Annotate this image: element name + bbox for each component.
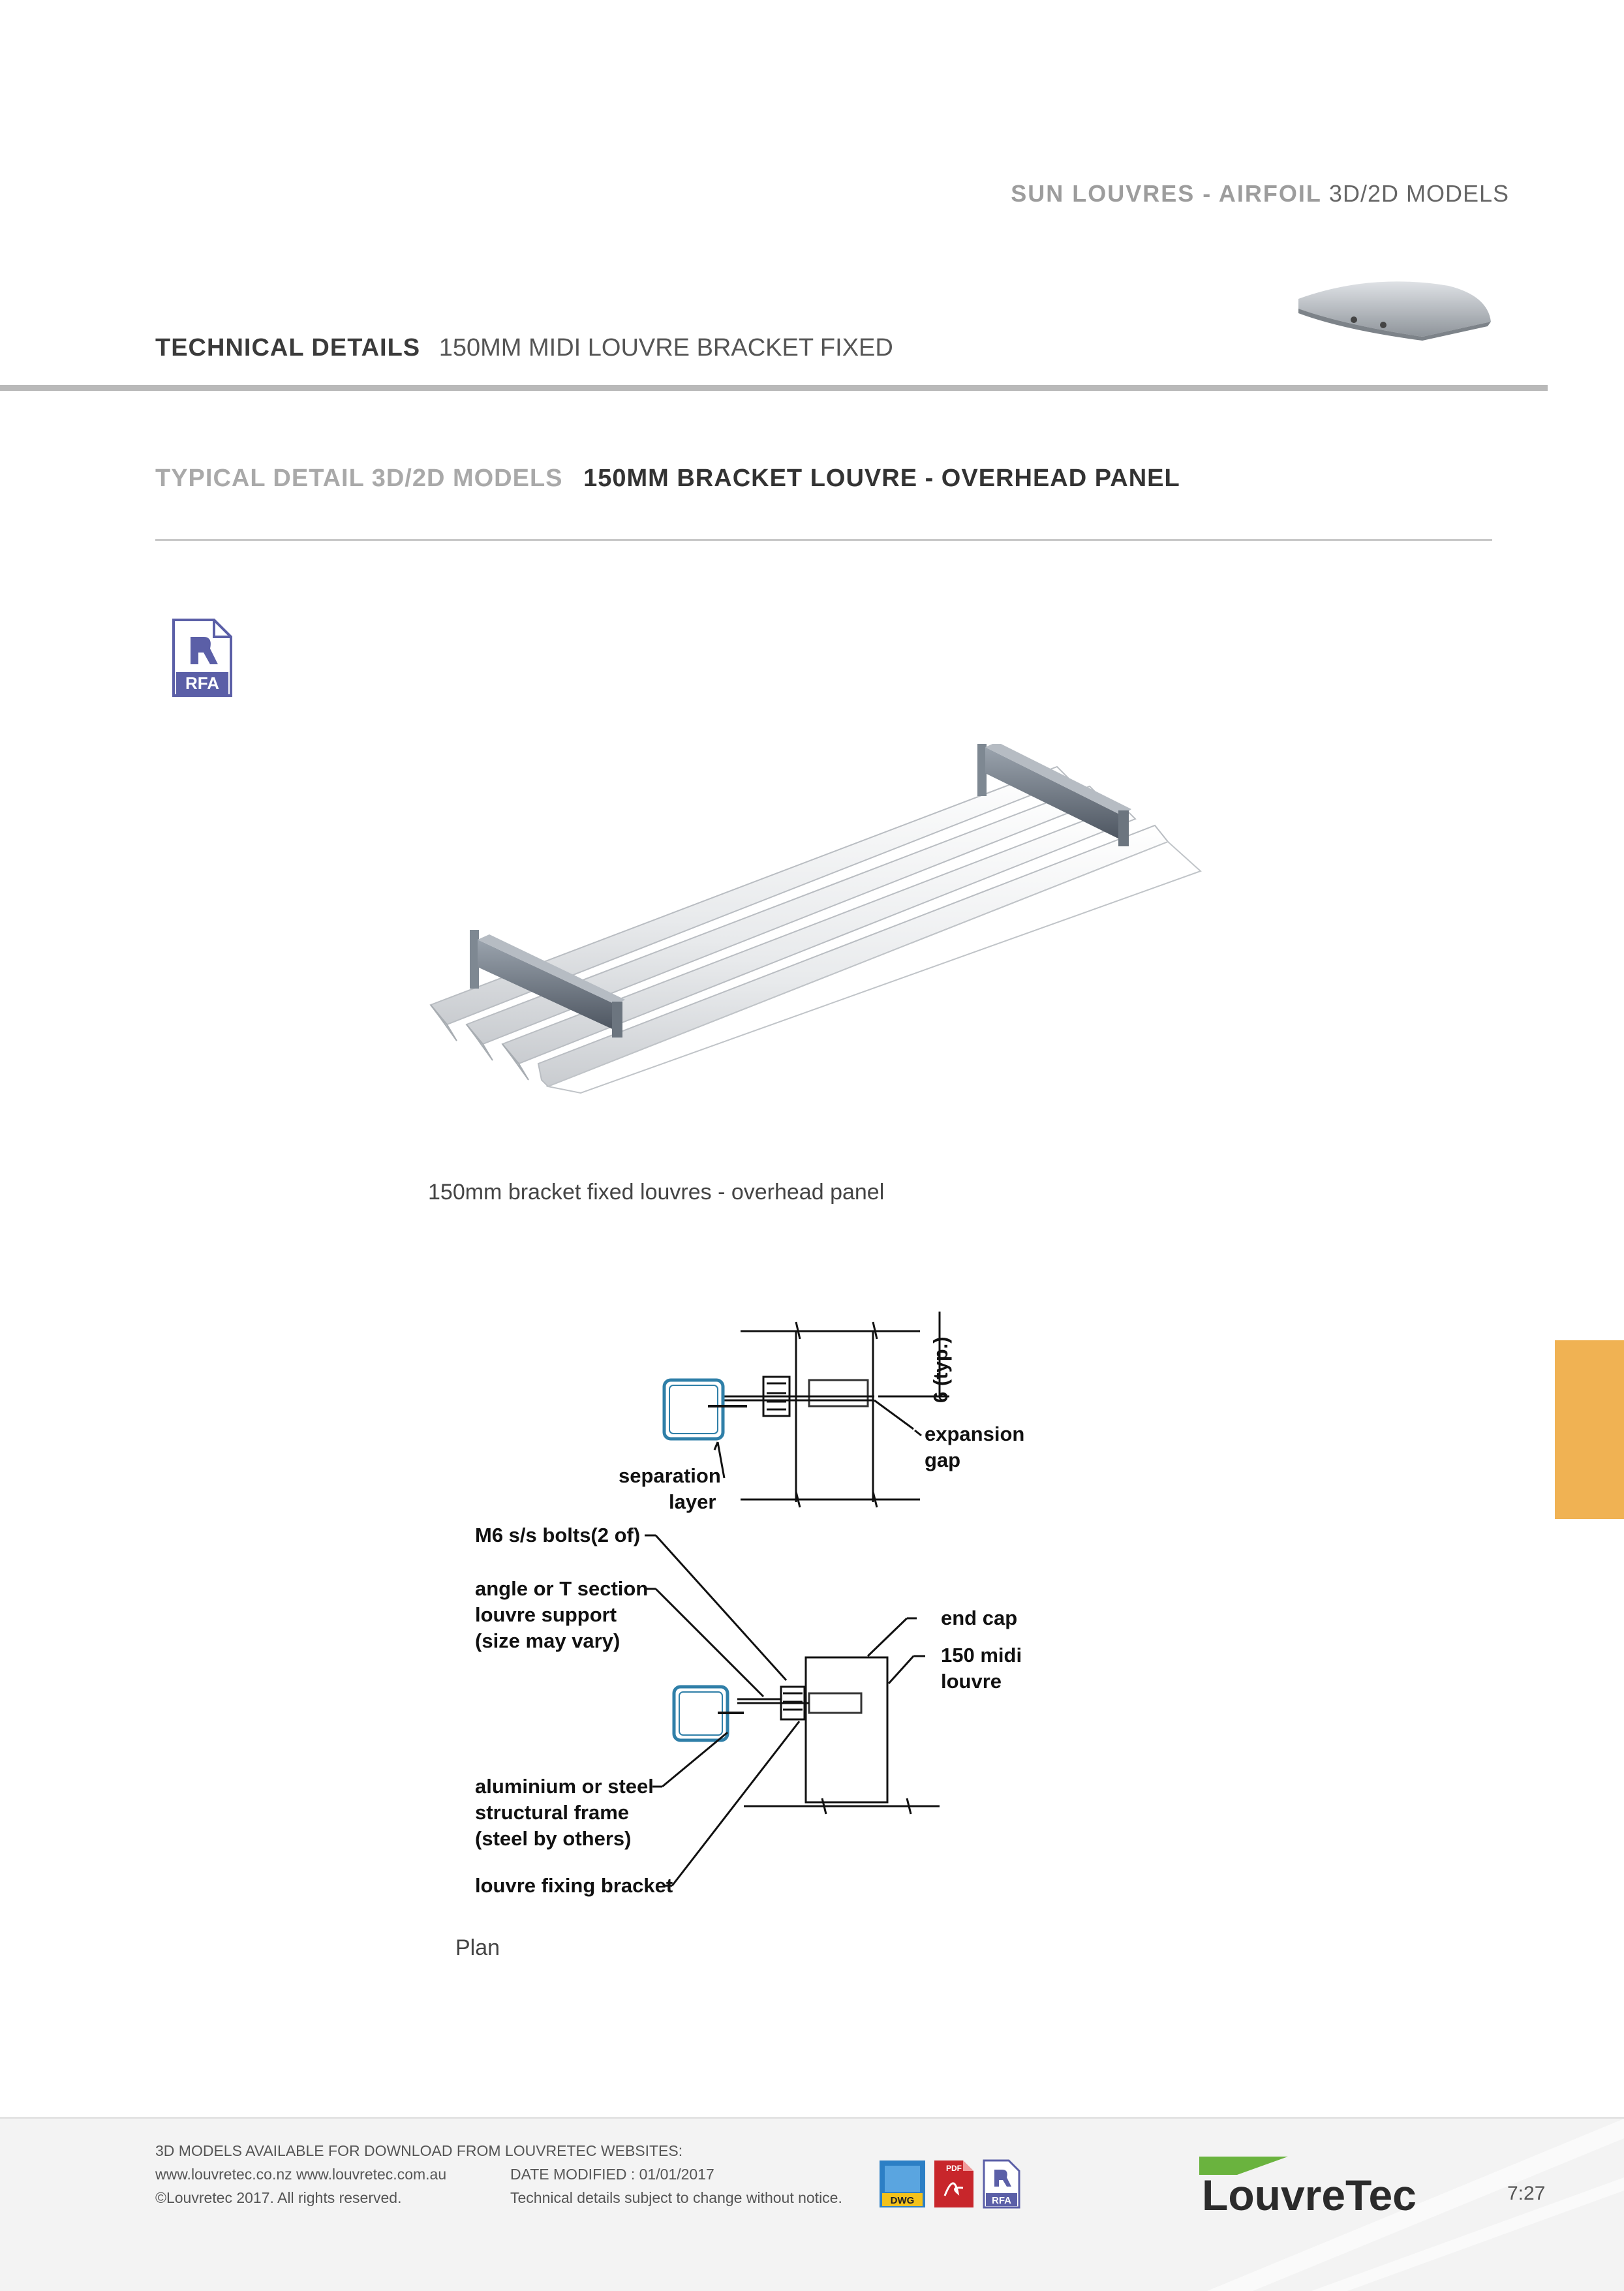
section-title (1011, 180, 1509, 208)
frame-label-1: aluminium or steel (475, 1775, 654, 1798)
typical-detail-heading (155, 465, 1180, 493)
footer (0, 2117, 1624, 2291)
section-title-bold: SUN LOUVRES - AIRFOIL (1011, 180, 1322, 207)
end-cap-label: end cap (941, 1607, 1018, 1629)
render-caption: 150mm bracket fixed louvres - overhead panel (428, 1180, 885, 1205)
footer-websites[interactable]: www.louvretec.co.nz www.louvretec.com.au (155, 2166, 447, 2183)
angle-label-3: (size may vary) (475, 1629, 620, 1652)
louvretec-logo (1197, 2154, 1458, 2219)
louvre-thumbnail (1292, 273, 1501, 351)
section-tab[interactable] (1555, 1340, 1624, 1519)
pdf-icon[interactable] (933, 2159, 975, 2209)
rfa-file-icon[interactable] (171, 617, 234, 698)
frame-label-2: structural frame (475, 1801, 630, 1824)
separation-label-2: layer (669, 1490, 716, 1513)
frame-label-3: (steel by others) (475, 1827, 632, 1850)
bracket-label: louvre fixing bracket (475, 1874, 673, 1897)
dwg-icon-label: DWG (890, 2195, 915, 2206)
separation-label-1: separation (619, 1464, 721, 1487)
typical-detail-label: TYPICAL DETAIL 3D/2D MODELS (155, 465, 563, 492)
bolts-label: M6 s/s bolts(2 of) (475, 1524, 641, 1546)
footer-copyright: ©Louvretec 2017. All rights reserved. (155, 2189, 402, 2206)
plan-drawing (457, 1299, 1057, 1912)
plan-caption: Plan (455, 1935, 500, 1960)
louvre-label-2: louvre (941, 1670, 1002, 1693)
expansion-label-2: gap (925, 1449, 961, 1471)
section-divider (155, 539, 1492, 541)
expansion-label-1: expansion (925, 1422, 1025, 1445)
date-modified: DATE MODIFIED : 01/01/2017 (510, 2166, 714, 2183)
angle-label-1: angle or T section (475, 1577, 649, 1600)
section-title-regular: 3D/2D MODELS (1328, 180, 1509, 207)
angle-label-2: louvre support (475, 1603, 617, 1626)
rfa-icon-label: RFA (185, 673, 219, 693)
dwg-icon[interactable] (878, 2159, 927, 2209)
download-note: 3D MODELS AVAILABLE FOR DOWNLOAD FROM LOUVRETEC WEBSITES: (155, 2142, 683, 2159)
dimension-label: 6 (typ.) (929, 1336, 952, 1403)
typical-detail-title: 150MM BRACKET LOUVRE - OVERHEAD PANEL (583, 465, 1180, 492)
page-title-regular: 150MM MIDI LOUVRE BRACKET FIXED (438, 334, 893, 361)
header-divider (0, 385, 1548, 391)
pdf-icon-label: PDF (946, 2164, 962, 2173)
page-title-bold: TECHNICAL DETAILS (155, 334, 421, 361)
page-title (155, 334, 893, 362)
louvre-label-1: 150 midi (941, 1644, 1022, 1667)
footer-rfa-icon-label: RFA (992, 2195, 1011, 2206)
top-frame-section (664, 1380, 723, 1439)
logo-text: LouvreTec (1202, 2171, 1417, 2219)
louvre-panel-render (418, 744, 1227, 1109)
page-number: 7:27 (1507, 2183, 1546, 2204)
footer-rfa-icon[interactable] (983, 2159, 1020, 2209)
footer-disclaimer: Technical details subject to change without notice. (510, 2189, 842, 2206)
